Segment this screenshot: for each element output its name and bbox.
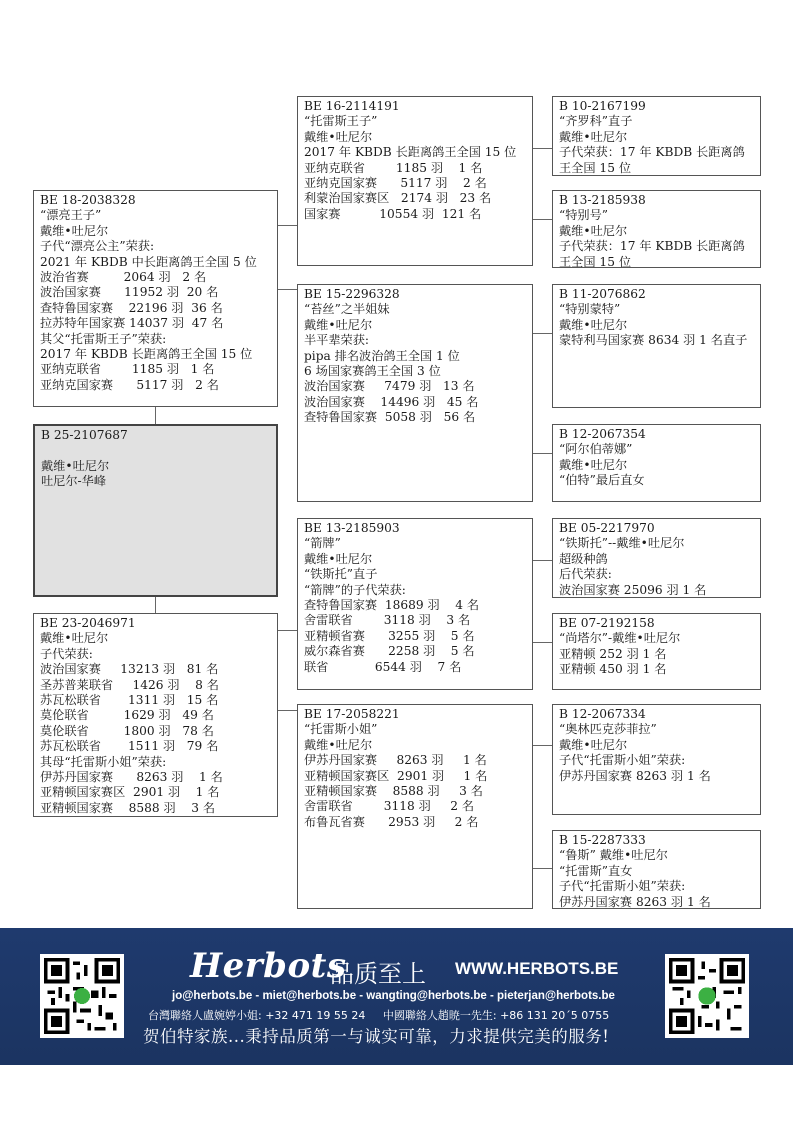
ring-number: BE 18-2038328	[40, 193, 136, 207]
ring-number: BE 16-2114191	[304, 99, 400, 113]
pedigree-line: 戴维•吐尼尔	[304, 737, 373, 752]
brand-logo: Herbots	[190, 946, 347, 986]
connector-line	[278, 225, 297, 226]
email-contacts[interactable]: jo@herbots.be - miet@herbots.be - wangting@herbots.be - pieterjan@herbots.be	[172, 990, 615, 1002]
ring-number: B 12-2067334	[559, 707, 646, 721]
sire-sire-sire-card	[552, 96, 761, 176]
connector-line	[533, 642, 552, 643]
pedigree-line: 伊苏丹国家赛 8263 羽 1 名	[559, 894, 711, 909]
ring-number: B 12-2067354	[559, 427, 646, 441]
pedigree-line: 后代荣获:	[559, 567, 612, 582]
pedigree-line: 亚精顿国家赛区 2901 羽 1 名	[304, 768, 488, 783]
ring-number: BE 13-2185903	[304, 521, 400, 535]
connector-line	[533, 868, 552, 869]
pedigree-line: 2017 年 KBDB 长距离鸽王全国 15 位	[304, 145, 517, 160]
pedigree-line: 伊苏丹国家赛 8263 羽 1 名	[559, 768, 711, 783]
pedigree-line: pipa 排名波治鸽王全国 1 位	[304, 348, 460, 363]
pedigree-line: 戴维•吐尼尔	[559, 317, 628, 332]
pedigree-line: “托雷斯”直女	[559, 863, 633, 878]
pedigree-line: 子代“漂亮公主”荣获:	[40, 239, 155, 254]
dam-sire-card	[297, 518, 533, 690]
dam-sire-sire-card	[552, 518, 761, 598]
pedigree-line: 舍雷联省 3118 羽 3 名	[304, 613, 471, 628]
pedigree-line: 舍雷联省 3118 羽 2 名	[304, 799, 475, 814]
connector-line	[533, 148, 552, 149]
pedigree-line: 联省 6544 羽 7 名	[304, 659, 462, 674]
pedigree-line: 子代荣获：17 年 KBDB 长距离鸽王全国 15 位	[559, 145, 745, 175]
footer-banner	[0, 928, 793, 1065]
pedigree-line: 2017 年 KBDB 长距离鸽王全国 15 位	[40, 347, 253, 362]
pedigree-line: 2021 年 KBDB 中长距离鸽王全国 5 位	[40, 254, 257, 269]
pedigree-line: 布鲁瓦省赛 2953 羽 2 名	[304, 814, 479, 829]
pedigree-line: 子代“托雷斯小姐”荣获:	[559, 753, 686, 768]
pedigree-line: 戴维•吐尼尔	[40, 631, 109, 646]
sire-sire-card	[297, 96, 533, 266]
connector-line	[155, 597, 156, 613]
pedigree-line: 波治国家赛 7479 羽 13 名	[304, 379, 475, 394]
pedigree-line: “鲁斯” 戴维•吐尼尔	[559, 848, 668, 863]
motto-text: 贺伯特家族...秉持品质第一与诚实可靠，力求提供完美的服务!	[143, 1027, 610, 1046]
pedigree-line: 亚纳克国家赛 5117 羽 2 名	[40, 377, 219, 392]
pedigree-line: 国家赛 10554 羽 121 名	[304, 206, 482, 221]
pedigree-line: 亚精顿国家赛 8588 羽 3 名	[40, 800, 216, 815]
pedigree-line: 亚精顿国家赛区 2901 羽 1 名	[40, 785, 220, 800]
pedigree-line: 超级种鸽	[559, 551, 608, 566]
pedigree-line: 查特鲁国家赛 18689 羽 4 名	[304, 598, 480, 613]
pedigree-line: 波治国家赛 25096 羽 1 名	[559, 582, 707, 597]
pedigree-line: “伯特”最后直女	[559, 473, 645, 488]
connector-line	[533, 453, 552, 454]
connector-line	[278, 630, 297, 631]
ring-number: BE 05-2217970	[559, 521, 655, 535]
pedigree-line: 戴维•吐尼尔	[304, 317, 373, 332]
pedigree-line: “铁斯托”--戴维•吐尼尔	[559, 536, 685, 551]
pedigree-line: 伊苏丹国家赛 8263 羽 1 名	[40, 770, 223, 785]
pedigree-line: 伊苏丹国家赛 8263 羽 1 名	[304, 753, 487, 768]
pedigree-line: “齐罗科”直子	[559, 114, 633, 129]
ring-number: BE 15-2296328	[304, 287, 400, 301]
dam-dam-sire-card	[552, 704, 761, 815]
pedigree-line: 莫伦联省 1800 羽 78 名	[40, 723, 214, 738]
pedigree-line: 波治国家赛 11952 羽 20 名	[40, 285, 219, 300]
pedigree-line: 半平辈荣获:	[304, 333, 370, 348]
pedigree-line: 波治国家赛 14496 羽 45 名	[304, 394, 479, 409]
pedigree-line: 亚纳克国家赛 5117 羽 2 名	[304, 176, 487, 191]
pedigree-line: 6 场国家赛鸽王全国 3 位	[304, 364, 441, 379]
pedigree-line: 波治国家赛 13213 羽 81 名	[40, 662, 219, 677]
connector-line	[533, 219, 552, 220]
pedigree-line: 子代荣获：17 年 KBDB 长距离鸽王全国 15 位	[559, 239, 745, 268]
pedigree-line: “铁斯托”直子	[304, 567, 378, 582]
pedigree-line: 戴维•吐尼尔	[40, 223, 109, 238]
pedigree-line: “漂亮王子”	[40, 208, 102, 223]
pedigree-line: 威尔森省赛 2258 羽 5 名	[304, 644, 475, 659]
pedigree-line: 戴维•吐尼尔	[304, 551, 373, 566]
dam-card	[33, 613, 278, 817]
pedigree-line: 子代荣获:	[40, 646, 93, 661]
brand-slogan: 品质至上	[330, 960, 426, 988]
ring-number: BE 17-2058221	[304, 707, 400, 721]
pedigree-line: 其母“托雷斯小姐”荣获:	[40, 754, 167, 769]
connector-line	[278, 710, 297, 711]
phone-contacts: 台灣聯絡人盧婉婷小姐: +32 471 19 55 24 中國聯絡人趙暁一先生: +86 131 20´5 0755	[148, 1009, 610, 1022]
connector-line	[533, 560, 552, 561]
qr-code-icon[interactable]	[40, 954, 124, 1038]
pedigree-line: 查特鲁国家赛 5058 羽 56 名	[304, 410, 476, 425]
wechat-qr-code-icon[interactable]	[665, 954, 749, 1038]
pedigree-line: “箭牌”	[304, 536, 341, 551]
pedigree-line: 吐尼尔-华峰	[41, 474, 107, 489]
pedigree-line: “苔丝”之半姐妹	[304, 302, 390, 317]
pedigree-line: 其父“托雷斯王子”荣获:	[40, 331, 167, 346]
pedigree-line	[41, 443, 270, 458]
pedigree-line: 波治省赛 2064 羽 2 名	[40, 270, 207, 285]
pedigree-line: 圣苏普莱联省 1426 羽 8 名	[40, 677, 219, 692]
pedigree-line: 戴维•吐尼尔	[559, 457, 628, 472]
sire-sire-dam-card	[552, 190, 761, 268]
connector-line	[155, 407, 156, 424]
pedigree-line: “托雷斯小姐”	[304, 722, 378, 737]
ring-number: B 10-2167199	[559, 99, 646, 113]
pedigree-line: “箭牌”的子代荣获:	[304, 582, 406, 597]
pedigree-line: “尚塔尔”-戴维•吐尼尔	[559, 631, 681, 646]
pedigree-line: “奥林匹克莎菲拉”	[559, 722, 657, 737]
pedigree-line: 拉苏特年国家赛 14037 羽 47 名	[40, 316, 224, 331]
pedigree-line: 戴维•吐尼尔	[559, 129, 628, 144]
pedigree-line: 亚精顿 252 羽 1 名	[559, 646, 667, 661]
connector-line	[278, 289, 297, 290]
pedigree-line: 亚精顿省赛 3255 羽 5 名	[304, 628, 475, 643]
pedigree-line: 戴维•吐尼尔	[559, 737, 628, 752]
pedigree-line: 利蒙治国家赛区 2174 羽 23 名	[304, 191, 492, 206]
pedigree-line: 戴维•吐尼尔	[559, 223, 628, 238]
subject-card	[33, 424, 278, 597]
ring-number: BE 07-2192158	[559, 616, 655, 630]
website-link[interactable]: WWW.HERBOTS.BE	[455, 959, 619, 978]
pedigree-line: 苏瓦松联省 1511 羽 79 名	[40, 739, 219, 754]
ring-number: B 15-2287333	[559, 833, 646, 847]
dam-sire-dam-card	[552, 613, 761, 690]
sire-dam-card	[297, 284, 533, 502]
pedigree-line: 莫伦联省 1629 羽 49 名	[40, 708, 214, 723]
pedigree-line: “阿尔伯蒂娜”	[559, 442, 633, 457]
dam-dam-dam-card	[552, 830, 761, 909]
sire-dam-sire-card	[552, 284, 761, 408]
connector-line	[533, 745, 552, 746]
pedigree-line: 亚精顿国家赛 8588 羽 3 名	[304, 784, 483, 799]
pedigree-line: “特别号”	[559, 208, 609, 223]
pedigree-line: “托雷斯王子”	[304, 114, 378, 129]
pedigree-line: 戴维•吐尼尔	[41, 458, 110, 473]
ring-number: B 11-2076862	[559, 287, 646, 301]
pedigree-line: 亚纳克联省 1185 羽 1 名	[40, 362, 215, 377]
pedigree-line: 亚精顿 450 羽 1 名	[559, 662, 667, 677]
ring-number: BE 23-2046971	[40, 616, 136, 630]
pedigree-line: 子代“托雷斯小姐”荣获:	[559, 879, 686, 894]
ring-number: B 13-2185938	[559, 193, 646, 207]
pedigree-line: 蒙特利马国家赛 8634 羽 1 名直子	[559, 333, 748, 348]
sire-dam-dam-card	[552, 424, 761, 502]
pedigree-line: 苏瓦松联省 1311 羽 15 名	[40, 693, 219, 708]
connector-line	[533, 333, 552, 334]
sire-card	[33, 190, 278, 407]
pedigree-line: “特别蒙特”	[559, 302, 621, 317]
pedigree-line: 亚纳克联省 1185 羽 1 名	[304, 160, 483, 175]
dam-dam-card	[297, 704, 533, 909]
pedigree-line: 戴维•吐尼尔	[304, 129, 373, 144]
pedigree-line: 查特鲁国家赛 22196 羽 36 名	[40, 300, 223, 315]
ring-number: B 25-2107687	[41, 428, 128, 442]
